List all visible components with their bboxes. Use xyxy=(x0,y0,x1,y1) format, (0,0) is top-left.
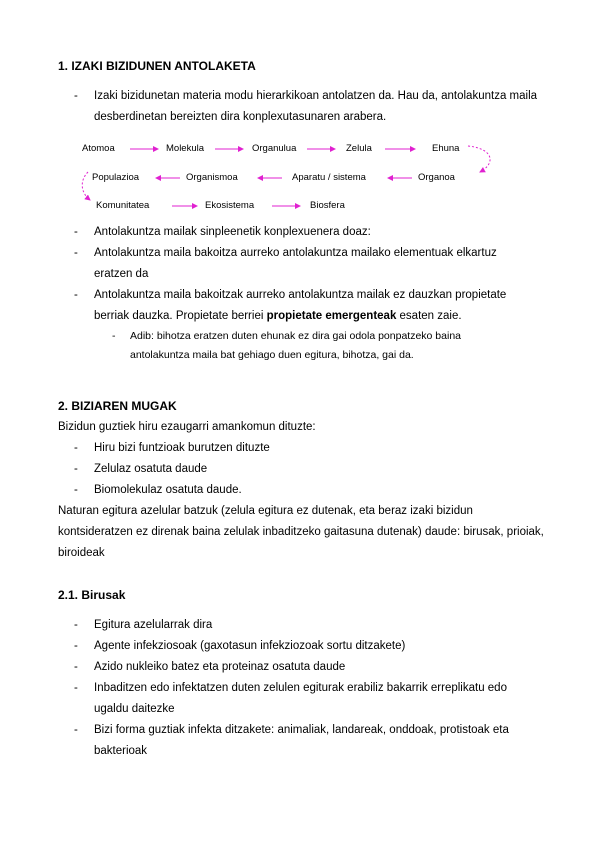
list-item: - Antolakuntza maila bakoitza aurreko antolakuntza mailako elementuak elkartuz eratzen da xyxy=(58,243,538,285)
level-organulua: Organulua xyxy=(252,143,297,154)
list-item: - Izaki bizidunetan materia modu hierarkikoan antolatzen da. Hau da, antolakuntza maila desberdinetan bereizten dira konplexutasunaren arabera. xyxy=(58,86,538,128)
emergent-properties-term: propietate emergenteak xyxy=(266,310,397,322)
level-populazioa: Populazioa xyxy=(92,172,140,183)
section-1-bullets xyxy=(58,222,538,327)
section-1-sub-list xyxy=(110,327,490,365)
section-2-1-bullets xyxy=(58,615,538,762)
level-organoa: Organoa xyxy=(418,172,455,183)
level-biosfera: Biosfera xyxy=(310,200,345,211)
level-komunitatea: Komunitatea xyxy=(96,200,150,211)
section-2-intro: Bizidun guztiek hiru ezaugarri amankomun dituzte: xyxy=(58,421,316,433)
level-ehuna: Ehuna xyxy=(432,143,460,154)
arrow xyxy=(468,146,490,172)
level-atomoa: Atomoa xyxy=(82,143,115,154)
section-2-bullets xyxy=(58,438,538,501)
list-item: - Hiru bizi funtzioak burutzen dituzte xyxy=(58,438,538,459)
list-item: - Bizi forma guztiak infekta ditzakete: animaliak, landareak, onddoak, protistoak eta bakterioak xyxy=(58,720,538,762)
list-item: - Azido nukleiko batez eta proteinaz osatuta daude xyxy=(58,657,538,678)
section-2-1-title: 2.1. Birusak xyxy=(58,588,126,602)
organization-levels-diagram xyxy=(60,134,500,224)
list-item: - Antolakuntza mailak sinpleenetik konplexuenera doaz: xyxy=(58,222,538,243)
list-item: - Biomolekulaz osatuta daude. xyxy=(58,480,538,501)
level-organismoa: Organismoa xyxy=(186,172,238,183)
level-ekosistema: Ekosistema xyxy=(205,200,255,211)
list-item: - Egitura azelularrak dira xyxy=(58,615,538,636)
level-molekula: Molekula xyxy=(166,143,205,154)
list-item: - Agente infekziosoak (gaxotasun infekziozoak sortu ditzakete) xyxy=(58,636,538,657)
list-item: - Inbaditzen edo infektatzen duten zelulen egiturak erabiliz bakarrik erreplikatu edo ugaldu daitezke xyxy=(58,678,538,720)
section-1-title: 1. IZAKI BIZIDUNEN ANTOLAKETA xyxy=(58,59,256,73)
arrow xyxy=(82,172,90,200)
level-aparatu-sistema: Aparatu / sistema xyxy=(292,172,366,183)
list-item: - Antolakuntza maila bakoitzak aurreko antolakuntza mailak ez dauzkan propietate berriak dauzka. Propietate berriei propietate emergenteak esaten zaie. xyxy=(58,285,538,327)
level-zelula: Zelula xyxy=(346,143,372,154)
section-2-paragraph: Naturan egitura azelular batzuk (zelula egitura ez dutenak, eta beraz izaki bizidun kontsideratzen ez direnak baina zelulak inbaditzeko gaitasuna dutenak) daude: birusak, prioiak, biroideak xyxy=(58,505,544,559)
list-item: - Zelulaz osatuta daude xyxy=(58,459,538,480)
section-1-intro-list xyxy=(58,86,538,128)
list-item: - Adib: bihotza eratzen duten ehunak ez dira gai odola ponpatzeko baina antolakuntza maila bat gehiago duen egitura, bihotza, gai da. xyxy=(110,327,490,365)
section-2-title: 2. BIZIAREN MUGAK xyxy=(58,399,177,413)
